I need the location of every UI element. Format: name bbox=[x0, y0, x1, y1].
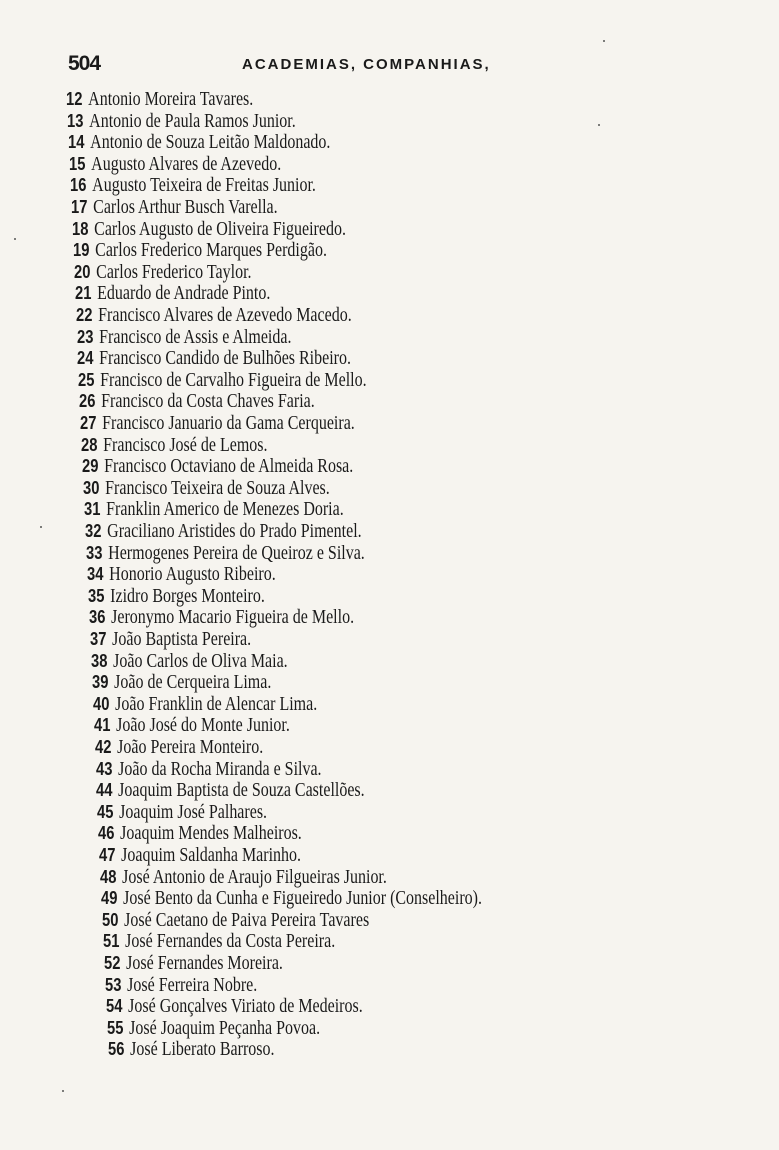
scan-speck bbox=[62, 1090, 64, 1092]
entry-number: 50 bbox=[102, 909, 119, 930]
scan-speck bbox=[598, 124, 600, 126]
scan-speck bbox=[603, 40, 605, 42]
entry-number: 35 bbox=[87, 585, 105, 606]
entry-number: 14 bbox=[67, 132, 85, 153]
entry-number: 21 bbox=[74, 283, 91, 304]
entry-name: Carlos Arthur Busch Varella. bbox=[92, 197, 278, 218]
entry-name: José Fernandes da Costa Pereira. bbox=[125, 931, 336, 953]
entry-name: José Ferreira Nobre. bbox=[127, 974, 258, 996]
list-item bbox=[106, 995, 363, 1017]
list-item bbox=[108, 1038, 274, 1060]
entry-name: Antonio de Paula Ramos Junior. bbox=[89, 110, 296, 132]
entry-number: 25 bbox=[78, 369, 95, 390]
list-item bbox=[77, 347, 351, 369]
entry-name: Izidro Borges Monteiro. bbox=[109, 585, 265, 607]
list-item bbox=[79, 390, 315, 412]
entry-name: Joaquim Mendes Malheiros. bbox=[120, 823, 303, 845]
entry-number: 42 bbox=[94, 737, 111, 757]
entry-name: João Carlos de Oliva Maia. bbox=[112, 650, 288, 672]
list-item bbox=[87, 563, 276, 585]
entry-number: 40 bbox=[92, 693, 110, 714]
entry-name: João Pereira Monteiro. bbox=[116, 737, 263, 758]
entry-number: 36 bbox=[88, 607, 106, 628]
entry-number: 55 bbox=[106, 1017, 124, 1038]
entry-name: José Gonçalves Viriato de Medeiros. bbox=[128, 996, 363, 1018]
entry-number: 56 bbox=[107, 1039, 125, 1060]
entry-number: 51 bbox=[103, 931, 120, 952]
entry-name: Joaquim Baptista de Souza Castellões. bbox=[118, 780, 366, 802]
entry-name: João Franklin de Alencar Lima. bbox=[114, 693, 317, 715]
list-item bbox=[80, 412, 355, 434]
list-item bbox=[76, 304, 352, 326]
entry-name: Francisco Octaviano de Almeida Rosa. bbox=[104, 456, 354, 478]
list-item bbox=[100, 866, 387, 888]
entry-name: Francisco Teixeira de Souza Alves. bbox=[105, 477, 330, 499]
list-item bbox=[68, 131, 330, 153]
entry-number: 39 bbox=[91, 672, 109, 693]
entry-number: 34 bbox=[86, 564, 104, 585]
entry-name: Francisco Candido de Bulhões Ribeiro. bbox=[99, 348, 352, 370]
entry-name: Francisco da Costa Chaves Faria. bbox=[101, 391, 316, 413]
entry-name: José Liberato Barroso. bbox=[129, 1039, 275, 1061]
entry-name: José Antonio de Araujo Filgueiras Junior. bbox=[122, 866, 388, 888]
entry-name: José Bento da Cunha e Figueiredo Junior (Conselheiro). bbox=[123, 888, 483, 910]
entry-number: 46 bbox=[98, 823, 115, 844]
list-item bbox=[75, 282, 270, 304]
list-item bbox=[66, 88, 253, 110]
entry-number: 44 bbox=[96, 780, 113, 801]
list-item bbox=[105, 974, 257, 996]
list-item bbox=[97, 801, 267, 823]
list-item bbox=[92, 671, 271, 693]
entry-number: 53 bbox=[104, 974, 122, 995]
list-item bbox=[72, 218, 346, 240]
entry-number: 47 bbox=[99, 845, 116, 865]
entry-name: José Joaquim Peçanha Povoa. bbox=[128, 1017, 320, 1039]
list-item bbox=[84, 498, 344, 520]
list-item bbox=[81, 434, 267, 456]
running-title: ACADEMIAS, COMPANHIAS, bbox=[242, 56, 491, 73]
list-item bbox=[89, 606, 354, 628]
entry-name: Honorio Augusto Ribeiro. bbox=[109, 564, 276, 586]
entry-number: 12 bbox=[66, 89, 83, 109]
entry-number: 18 bbox=[71, 218, 89, 239]
list-item bbox=[96, 779, 365, 801]
entry-name: João Baptista Pereira. bbox=[111, 629, 251, 650]
page-number: 504 bbox=[68, 52, 101, 75]
entry-name: Francisco Alvares de Azevedo Macedo. bbox=[97, 305, 352, 326]
list-item bbox=[83, 477, 330, 499]
list-item bbox=[102, 909, 369, 931]
scan-speck bbox=[14, 238, 16, 240]
entry-name: José Fernandes Moreira. bbox=[126, 953, 283, 974]
entry-number: 15 bbox=[68, 153, 86, 174]
entry-name: Carlos Augusto de Oliveira Figueiredo. bbox=[93, 218, 346, 240]
entry-number: 17 bbox=[70, 197, 88, 217]
entry-name: Hermogenes Pereira de Queiroz e Silva. bbox=[108, 542, 365, 564]
list-item bbox=[73, 239, 327, 261]
entry-name: Jeronymo Macario Figueira de Mello. bbox=[110, 607, 354, 629]
entry-number: 19 bbox=[72, 240, 90, 261]
list-item bbox=[96, 758, 322, 780]
entry-name: Joaquim José Palhares. bbox=[119, 801, 268, 823]
list-item bbox=[82, 455, 353, 477]
entry-number: 28 bbox=[81, 434, 98, 455]
entry-number: 38 bbox=[90, 650, 108, 671]
list-item bbox=[70, 174, 316, 196]
list-item bbox=[88, 585, 265, 607]
entry-name: João de Cerqueira Lima. bbox=[113, 672, 272, 694]
page-header bbox=[68, 52, 548, 82]
entry-name: Francisco Januario da Gama Cerqueira. bbox=[102, 413, 356, 434]
entry-name: Carlos Frederico Taylor. bbox=[95, 261, 252, 283]
entry-name: Augusto Alvares de Azevedo. bbox=[90, 153, 282, 175]
entry-number: 26 bbox=[79, 391, 96, 412]
list-item bbox=[71, 196, 278, 218]
list-item bbox=[104, 952, 283, 974]
entry-number: 33 bbox=[86, 542, 103, 563]
entry-name: Joaquim Saldanha Marinho. bbox=[121, 845, 302, 866]
entry-name: João José do Monte Junior. bbox=[115, 715, 290, 737]
list-item bbox=[78, 369, 367, 391]
list-item bbox=[94, 714, 290, 736]
list-item bbox=[67, 110, 296, 132]
list-item bbox=[77, 326, 291, 348]
list-item bbox=[74, 261, 252, 283]
entry-number: 27 bbox=[80, 413, 97, 433]
list-item bbox=[93, 693, 317, 715]
entry-number: 20 bbox=[73, 261, 91, 282]
list-item bbox=[101, 887, 482, 909]
entry-number: 52 bbox=[104, 953, 121, 973]
list-item bbox=[99, 844, 301, 866]
entry-name: Antonio Moreira Tavares. bbox=[88, 89, 254, 110]
entry-number: 32 bbox=[85, 521, 102, 541]
entry-name: José Caetano de Paiva Pereira Tavares bbox=[124, 909, 370, 931]
entry-number: 31 bbox=[84, 499, 101, 520]
entry-number: 16 bbox=[69, 175, 87, 196]
entry-number: 43 bbox=[95, 758, 112, 779]
entry-number: 13 bbox=[67, 110, 84, 131]
scan-speck bbox=[40, 526, 42, 528]
list-item bbox=[103, 930, 335, 952]
entry-name: Carlos Frederico Marques Perdigão. bbox=[94, 240, 327, 262]
entry-name: Eduardo de Andrade Pinto. bbox=[96, 283, 270, 305]
entry-name: Francisco de Assis e Almeida. bbox=[98, 326, 291, 348]
list-item bbox=[90, 628, 251, 650]
entry-number: 48 bbox=[100, 866, 117, 887]
entry-number: 45 bbox=[97, 801, 114, 822]
entry-number: 24 bbox=[77, 348, 94, 369]
entry-number: 22 bbox=[75, 305, 92, 325]
list-item bbox=[85, 520, 362, 542]
entry-name: Antonio de Souza Leitão Maldonado. bbox=[90, 132, 331, 154]
entry-name: Franklin Americo de Menezes Doria. bbox=[106, 499, 344, 521]
entry-number: 23 bbox=[76, 326, 93, 347]
list-item bbox=[95, 736, 263, 758]
entry-number: 29 bbox=[82, 456, 99, 477]
entry-number: 49 bbox=[101, 888, 118, 909]
entry-number: 30 bbox=[83, 477, 100, 498]
entry-name: Francisco de Carvalho Figueira de Mello. bbox=[100, 369, 367, 391]
entry-name: João da Rocha Miranda e Silva. bbox=[117, 758, 322, 780]
entry-name: Augusto Teixeira de Freitas Junior. bbox=[91, 175, 316, 197]
list-item bbox=[86, 542, 365, 564]
list-item bbox=[98, 822, 302, 844]
entry-name: Graciliano Aristides do Prado Pimentel. bbox=[107, 521, 362, 542]
entry-name: Francisco José de Lemos. bbox=[103, 434, 268, 456]
list-item bbox=[69, 153, 281, 175]
entry-number: 54 bbox=[105, 996, 123, 1017]
list-item bbox=[107, 1017, 320, 1039]
entry-number: 37 bbox=[89, 629, 107, 649]
list-item bbox=[91, 650, 288, 672]
entry-number: 41 bbox=[93, 715, 110, 736]
